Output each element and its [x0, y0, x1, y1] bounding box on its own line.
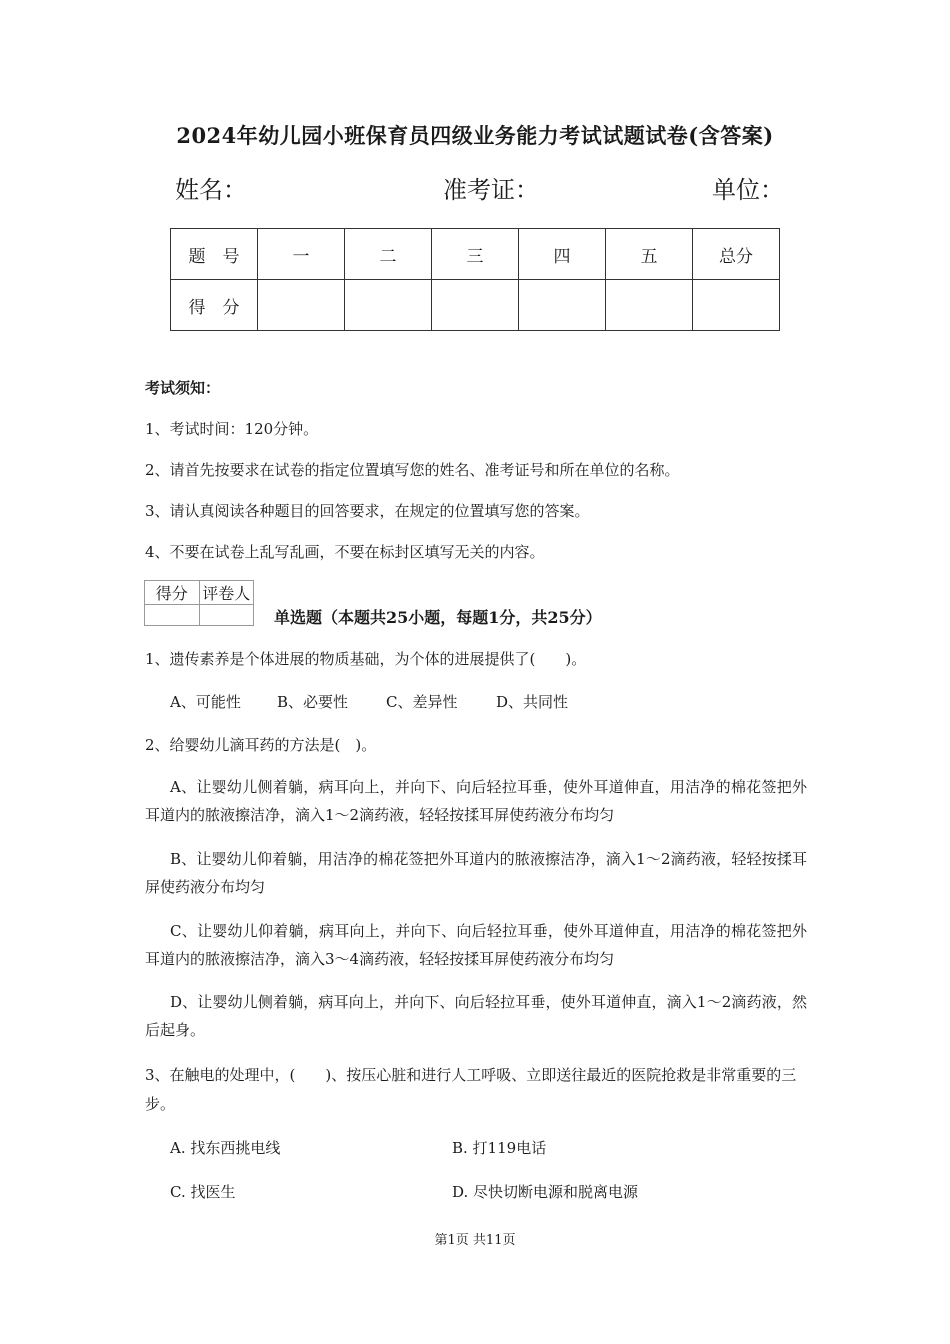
score-input-cell	[432, 280, 519, 331]
score-table-score-row	[171, 280, 780, 331]
notice-item: 4、不要在试卷上乱写乱画，不要在标封区填写无关的内容。	[145, 543, 545, 561]
notice-item: 1、考试时间：120分钟。	[145, 420, 319, 438]
grader-score-cell	[145, 605, 200, 626]
question-option: B. 打119电话	[452, 1139, 547, 1157]
question-option: C、差异性	[386, 693, 458, 711]
question-option: A. 找东西挑电线	[170, 1139, 281, 1157]
score-cell-section-5: 五	[606, 229, 693, 280]
score-cell-total: 总分	[693, 229, 780, 280]
score-table	[170, 228, 780, 331]
grader-box	[144, 580, 254, 626]
notice-item: 3、请认真阅读各种题目的回答要求，在规定的位置填写您的答案。	[145, 502, 590, 520]
score-cell-section-3: 三	[432, 229, 519, 280]
question-option: B、让婴幼儿仰着躺，用洁净的棉花签把外耳道内的脓液擦洁净，滴入1～2滴药液，轻轻按揉耳屏使药液分布均匀	[145, 850, 807, 896]
name-field-label: 姓名：	[175, 176, 247, 204]
question-option: B、必要性	[277, 693, 349, 711]
grader-reviewer-cell	[199, 605, 254, 626]
question-stem: 1、遗传素养是个体进展的物质基础，为个体的进展提供了( )。	[145, 650, 587, 668]
score-table-header-row	[171, 229, 780, 280]
exam-id-field-label: 准考证：	[443, 176, 539, 204]
section-title: 单选题（本题共25小题，每题1分，共25分）	[274, 608, 602, 627]
page-title: 2024年幼儿园小班保育员四级业务能力考试试题试卷(含答案)	[176, 123, 774, 148]
question-option: D、共同性	[496, 693, 569, 711]
question-option: C. 找医生	[170, 1183, 236, 1201]
score-input-cell	[345, 280, 432, 331]
score-input-cell	[258, 280, 345, 331]
question-option: C、让婴幼儿仰着躺，病耳向上，并向下、向后轻拉耳垂，使外耳道伸直，用洁净的棉花签把外耳道内的脓液擦洁净，滴入3～4滴药液，轻轻按揉耳屏使药液分布均匀	[145, 922, 807, 968]
score-cell-section-1: 一	[258, 229, 345, 280]
notice-heading: 考试须知：	[145, 379, 221, 397]
score-row-label: 得 分	[171, 280, 258, 331]
question-stem: 2、给婴幼儿滴耳药的方法是( )。	[145, 736, 377, 754]
question-option: A、让婴幼儿侧着躺，病耳向上，并向下、向后轻拉耳垂，使外耳道伸直，用洁净的棉花签把外耳道内的脓液擦洁净，滴入1～2滴药液，轻轻按揉耳屏使药液分布均匀	[145, 778, 807, 824]
score-cell-label: 题 号	[171, 229, 258, 280]
question-option: D. 尽快切断电源和脱离电源	[452, 1183, 639, 1201]
score-input-cell	[519, 280, 606, 331]
notice-item: 2、请首先按要求在试卷的指定位置填写您的姓名、准考证号和所在单位的名称。	[145, 461, 680, 479]
question-option: D、让婴幼儿侧着躺，病耳向上，并向下、向后轻拉耳垂，使外耳道伸直，滴入1～2滴药液，然后起身。	[145, 993, 807, 1039]
grader-score-label: 得分	[145, 581, 200, 605]
score-input-cell	[606, 280, 693, 331]
page-footer: 第1页 共11页	[434, 1233, 516, 1248]
score-cell-section-2: 二	[345, 229, 432, 280]
question-option: A、可能性	[170, 693, 241, 711]
score-cell-section-4: 四	[519, 229, 606, 280]
grader-reviewer-label: 评卷人	[199, 581, 254, 605]
score-input-cell	[693, 280, 780, 331]
unit-field-label: 单位：	[712, 176, 784, 204]
question-stem: 3、在触电的处理中，( )、按压心脏和进行人工呼吸、立即送往最近的医院抢救是非常重要的三步。	[145, 1066, 797, 1113]
